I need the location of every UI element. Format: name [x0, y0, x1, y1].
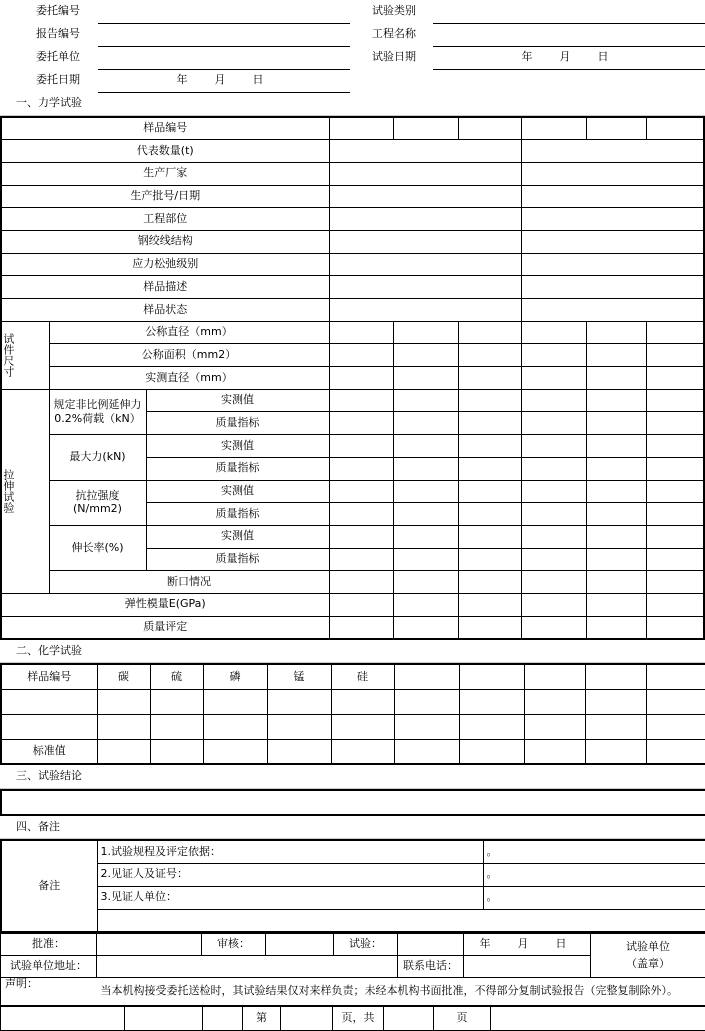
project-part-cell-2[interactable] [521, 208, 704, 231]
table-row [1, 208, 704, 231]
chem-row1-cell-8[interactable] [459, 689, 524, 714]
proof-load-measured-label: 实测值 [146, 389, 329, 412]
page-total-value[interactable] [384, 1007, 434, 1031]
report-no-label: 报告编号 [18, 23, 98, 46]
remarks-extra-area-left[interactable] [97, 909, 483, 932]
statement-text: 当本机构接受委托送检时，其试验结果仅对来样负责；未经本机构书面批准，不得部分复制试验报告（完整复制除外）。 [97, 978, 705, 1006]
max-force-index-label: 质量指标 [146, 457, 329, 480]
max-force-index-cell-5[interactable] [586, 457, 646, 480]
measured-diameter-cell-5[interactable] [586, 367, 646, 390]
chem-row1-cell-10[interactable] [585, 689, 646, 714]
sample-no-label: 样品编号 [1, 117, 329, 140]
page-row-spacer-3 [203, 1007, 243, 1031]
strand-structure-label: 钢绞线结构 [1, 230, 329, 253]
section-remarks-label: 四、备注 [0, 816, 275, 839]
represent-qty-label: 代表数量(t) [1, 140, 329, 163]
remark-item-1-end: 。 [483, 840, 705, 863]
fracture-condition-cell-2[interactable] [393, 571, 458, 594]
approve-label: 批准： [1, 934, 97, 956]
proof-load-label: 规定非比例延伸力0.2%荷载（kN） [49, 389, 146, 434]
table-row [1, 886, 705, 909]
fracture-condition-cell-1[interactable] [329, 571, 393, 594]
phone-value[interactable] [464, 956, 591, 978]
elongation-index-cell-5[interactable] [586, 548, 646, 571]
nominal-diameter-cell-1[interactable] [329, 321, 393, 344]
conclusion-input-area[interactable] [1, 790, 705, 815]
chem-row2-cell-3[interactable] [150, 714, 203, 739]
tester-label: 试验： [334, 934, 398, 956]
mechanical-section-caption [0, 93, 705, 117]
strand-structure-cell-1[interactable] [329, 230, 521, 253]
elongation-index-cell-2[interactable] [393, 548, 458, 571]
chem-row1-cell-11[interactable] [646, 689, 705, 714]
chem-row2-cell-11[interactable] [646, 714, 705, 739]
page-row-spacer-4 [491, 1007, 705, 1031]
sample-no-cell-3[interactable] [458, 117, 521, 140]
proof-load-index-cell-3[interactable] [458, 412, 521, 435]
sample-description-cell-1[interactable] [329, 276, 521, 299]
tensile-strength-index-cell-4[interactable] [521, 503, 586, 526]
proof-load-index-cell-1[interactable] [329, 412, 393, 435]
elongation-measured-cell-1[interactable] [329, 525, 393, 548]
chem-row1-cell-3[interactable] [150, 689, 203, 714]
elastic-modulus-cell-1[interactable] [329, 593, 393, 616]
footer-table [0, 933, 705, 1006]
chem-standard-cell-5[interactable] [267, 739, 331, 764]
table-row [1, 863, 705, 886]
test-category-value[interactable] [433, 0, 705, 23]
table-row [1, 571, 704, 594]
chem-row2-cell-6[interactable] [331, 714, 394, 739]
sample-no-cell-1[interactable] [329, 117, 393, 140]
elongation-measured-cell-6[interactable] [646, 525, 704, 548]
review-label: 审核： [202, 934, 266, 956]
table-row [1, 344, 704, 367]
entrust-date-label: 委托日期 [18, 69, 98, 92]
table-row [1, 435, 704, 458]
fracture-condition-cell-5[interactable] [586, 571, 646, 594]
table-row [1, 525, 704, 548]
page-number-table [0, 1006, 705, 1031]
sample-no-cell-2[interactable] [393, 117, 458, 140]
chem-header-blank-2 [459, 664, 524, 689]
remarks-extra-area-right[interactable] [483, 909, 705, 932]
chem-row1-cell-4[interactable] [203, 689, 267, 714]
elongation-measured-label: 实测值 [146, 525, 329, 548]
nominal-area-label: 公称面积（mm2） [49, 344, 329, 367]
quality-assessment-cell-3[interactable] [458, 616, 521, 639]
max-force-measured-cell-6[interactable] [646, 435, 704, 458]
batch-no-label: 生产批号/日期 [1, 185, 329, 208]
quality-assessment-cell-4[interactable] [521, 616, 586, 639]
tensile-strength-measured-cell-2[interactable] [393, 480, 458, 503]
chem-standard-cell-8[interactable] [459, 739, 524, 764]
nominal-diameter-label: 公称直径（mm） [49, 321, 329, 344]
remarks-group-label: 备注 [1, 840, 97, 932]
header-row [0, 69, 705, 92]
chem-standard-cell-4[interactable] [203, 739, 267, 764]
tester-value[interactable] [398, 934, 464, 956]
table-row [1, 480, 704, 503]
page-row-spacer-2 [125, 1007, 203, 1031]
manufacturer-label: 生产厂家 [1, 162, 329, 185]
table-row [1, 593, 704, 616]
chem-row2-cell-9[interactable] [524, 714, 585, 739]
proof-load-index-cell-2[interactable] [393, 412, 458, 435]
chem-row1-cell-6[interactable] [331, 689, 394, 714]
max-force-index-cell-4[interactable] [521, 457, 586, 480]
tester-date-value[interactable]: 年 月 日 [464, 934, 591, 956]
measured-diameter-cell-4[interactable] [521, 367, 586, 390]
proof-load-measured-cell-2[interactable] [393, 389, 458, 412]
test-date-label: 试验日期 [355, 46, 433, 69]
table-row [1, 389, 704, 412]
represent-qty-cell-2[interactable] [521, 140, 704, 163]
tensile-strength-measured-cell-4[interactable] [521, 480, 586, 503]
max-force-measured-cell-2[interactable] [393, 435, 458, 458]
chem-header-phosphorus: 磷 [203, 664, 267, 689]
chem-row2-cell-5[interactable] [267, 714, 331, 739]
section-conclusion-label: 三、试验结论 [0, 765, 275, 788]
chem-header-sulfur: 硫 [150, 664, 203, 689]
elongation-measured-cell-5[interactable] [586, 525, 646, 548]
tensile-strength-measured-cell-5[interactable] [586, 480, 646, 503]
quality-assessment-label: 质量评定 [1, 616, 329, 639]
table-header-row [1, 664, 705, 689]
remark-item-1-label: 1.试验规程及评定依据： [97, 840, 228, 863]
elongation-measured-cell-4[interactable] [521, 525, 586, 548]
chem-row2-cell-10[interactable] [585, 714, 646, 739]
remarks-section-caption [0, 816, 705, 840]
max-force-measured-cell-3[interactable] [458, 435, 521, 458]
quality-assessment-cell-6[interactable] [646, 616, 704, 639]
measured-diameter-cell-1[interactable] [329, 367, 393, 390]
header-table [0, 0, 705, 93]
table-row [1, 321, 704, 344]
statement-label: 声明： [1, 978, 97, 1006]
tensile-strength-index-cell-6[interactable] [646, 503, 704, 526]
specimen-size-group-label [1, 321, 49, 389]
elongation-measured-cell-2[interactable] [393, 525, 458, 548]
page-current-value[interactable] [281, 1007, 333, 1031]
header-row [0, 0, 705, 23]
chem-row2-cell-2[interactable] [97, 714, 150, 739]
conclusion-section-caption [0, 765, 705, 789]
entrust-no-value[interactable] [98, 0, 350, 23]
batch-no-cell-2[interactable] [521, 185, 704, 208]
proof-load-index-cell-5[interactable] [586, 412, 646, 435]
elastic-modulus-cell-4[interactable] [521, 593, 586, 616]
nominal-diameter-cell-4[interactable] [521, 321, 586, 344]
remark-item-3-label: 3.见证人单位： [97, 886, 153, 909]
header-spacer-value [433, 69, 705, 92]
elastic-modulus-cell-3[interactable] [458, 593, 521, 616]
entrust-no-label: 委托编号 [18, 0, 98, 23]
conclusion-table [0, 789, 705, 816]
max-force-measured-cell-5[interactable] [586, 435, 646, 458]
table-row [1, 934, 705, 956]
relaxation-grade-cell-2[interactable] [521, 253, 704, 276]
remark-item-2-input[interactable] [192, 863, 483, 886]
entrust-date-value[interactable]: 年 月 日 [98, 69, 350, 92]
project-part-cell-1[interactable] [329, 208, 521, 231]
report-no-value[interactable] [98, 23, 350, 46]
header-row [0, 46, 705, 69]
tensile-strength-index-label: 质量指标 [146, 503, 329, 526]
batch-no-cell-1[interactable] [329, 185, 521, 208]
fracture-condition-cell-6[interactable] [646, 571, 704, 594]
project-name-label: 工程名称 [355, 23, 433, 46]
table-row [1, 253, 704, 276]
measured-diameter-label: 实测直径（mm） [49, 367, 329, 390]
chem-row1-cell-7[interactable] [394, 689, 459, 714]
elongation-measured-cell-3[interactable] [458, 525, 521, 548]
sample-no-cell-6[interactable] [646, 117, 704, 140]
sample-state-cell-1[interactable] [329, 299, 521, 322]
table-row [1, 1007, 705, 1031]
section-chemical-fill [275, 640, 705, 663]
tensile-strength-measured-label: 实测值 [146, 480, 329, 503]
proof-load-index-label: 质量指标 [146, 412, 329, 435]
chemical-table [0, 663, 705, 765]
elastic-modulus-cell-5[interactable] [586, 593, 646, 616]
nominal-area-cell-1[interactable] [329, 344, 393, 367]
measured-diameter-cell-2[interactable] [393, 367, 458, 390]
tensile-group-text: 拉伸试验 [2, 390, 14, 593]
table-row [1, 276, 704, 299]
max-force-measured-cell-4[interactable] [521, 435, 586, 458]
chem-header-blank-1 [394, 664, 459, 689]
chem-standard-cell-2[interactable] [97, 739, 150, 764]
chem-row2-cell-4[interactable] [203, 714, 267, 739]
mechanical-table [0, 116, 705, 640]
address-label: 试验单位地址： [1, 956, 97, 978]
max-force-index-cell-1[interactable] [329, 457, 393, 480]
proof-load-measured-cell-1[interactable] [329, 389, 393, 412]
project-part-label: 工程部位 [1, 208, 329, 231]
proof-load-measured-cell-4[interactable] [521, 389, 586, 412]
table-row [1, 689, 705, 714]
measured-diameter-cell-3[interactable] [458, 367, 521, 390]
max-force-index-cell-3[interactable] [458, 457, 521, 480]
table-row [1, 185, 704, 208]
page-prefix-label: 第 [243, 1007, 281, 1031]
fracture-condition-cell-4[interactable] [521, 571, 586, 594]
chem-header-manganese: 锰 [267, 664, 331, 689]
elongation-index-cell-3[interactable] [458, 548, 521, 571]
table-row [1, 739, 705, 764]
table-row [1, 117, 704, 140]
table-row [1, 299, 704, 322]
chem-row1-cell-2[interactable] [97, 689, 150, 714]
chem-standard-cell-7[interactable] [394, 739, 459, 764]
chem-row1-cell-5[interactable] [267, 689, 331, 714]
test-unit-seal-box [591, 934, 705, 978]
elastic-modulus-cell-6[interactable] [646, 593, 704, 616]
nominal-area-cell-6[interactable] [646, 344, 704, 367]
tensile-strength-index-cell-2[interactable] [393, 503, 458, 526]
chem-standard-value-label: 标准值 [1, 739, 97, 764]
chem-row1-cell-9[interactable] [524, 689, 585, 714]
proof-load-measured-cell-3[interactable] [458, 389, 521, 412]
remark-item-2-label: 2.见证人及证号： [97, 863, 192, 886]
sample-description-cell-2[interactable] [521, 276, 704, 299]
review-value[interactable] [266, 934, 334, 956]
nominal-area-cell-4[interactable] [521, 344, 586, 367]
remarks-table [0, 839, 705, 933]
test-unit-label: 试验单位 [593, 939, 703, 956]
remark-item-1-input[interactable] [228, 840, 483, 863]
section-chemical-label: 二、化学试验 [0, 640, 275, 663]
chem-standard-cell-11[interactable] [646, 739, 705, 764]
chemical-section-caption [0, 640, 705, 664]
chem-header-blank-4 [585, 664, 646, 689]
sample-no-cell-5[interactable] [586, 117, 646, 140]
address-value[interactable] [97, 956, 398, 978]
nominal-area-cell-5[interactable] [586, 344, 646, 367]
proof-load-index-cell-6[interactable] [646, 412, 704, 435]
max-force-index-cell-6[interactable] [646, 457, 704, 480]
table-row [1, 978, 705, 1006]
elongation-index-cell-4[interactable] [521, 548, 586, 571]
table-row [1, 840, 705, 863]
remark-item-2-end: 。 [483, 863, 705, 886]
nominal-area-cell-2[interactable] [393, 344, 458, 367]
section-remarks-fill [275, 816, 705, 839]
chem-standard-cell-6[interactable] [331, 739, 394, 764]
phone-label: 联系电话： [398, 956, 464, 978]
table-row [1, 790, 705, 815]
table-row [1, 714, 705, 739]
elongation-label: 伸长率(%) [49, 525, 146, 570]
project-name-value[interactable] [433, 23, 705, 46]
proof-load-index-cell-4[interactable] [521, 412, 586, 435]
table-row [1, 140, 704, 163]
remark-item-3-end: 。 [483, 886, 705, 909]
max-force-label: 最大力(kN) [49, 435, 146, 480]
entrust-unit-value[interactable] [98, 46, 350, 69]
tensile-strength-index-cell-1[interactable] [329, 503, 393, 526]
nominal-diameter-cell-6[interactable] [646, 321, 704, 344]
section-mechanical-fill [275, 93, 705, 116]
sample-no-cell-4[interactable] [521, 117, 586, 140]
remark-item-3-input[interactable] [153, 886, 483, 909]
chem-row1-cell-1[interactable] [1, 689, 97, 714]
relaxation-grade-cell-1[interactable] [329, 253, 521, 276]
represent-qty-cell-1[interactable] [329, 140, 521, 163]
elastic-modulus-label: 弹性模量E(GPa) [1, 593, 329, 616]
header-spacer-label [355, 69, 433, 92]
relaxation-grade-label: 应力松弛级别 [1, 253, 329, 276]
tensile-strength-measured-cell-3[interactable] [458, 480, 521, 503]
table-row [1, 616, 704, 639]
test-unit-seal-label: （盖章） [593, 956, 703, 973]
sample-description-label: 样品描述 [1, 276, 329, 299]
section-mechanical-label: 一、力学试验 [0, 93, 275, 116]
tensile-strength-index-cell-3[interactable] [458, 503, 521, 526]
chem-header-sample-no: 样品编号 [1, 664, 97, 689]
nominal-diameter-cell-5[interactable] [586, 321, 646, 344]
tensile-strength-measured-cell-1[interactable] [329, 480, 393, 503]
tensile-group-label [1, 389, 49, 593]
nominal-diameter-cell-2[interactable] [393, 321, 458, 344]
table-row [1, 230, 704, 253]
elastic-modulus-cell-2[interactable] [393, 593, 458, 616]
nominal-area-cell-3[interactable] [458, 344, 521, 367]
page-middle-label: 页，共 [333, 1007, 384, 1031]
quality-assessment-cell-1[interactable] [329, 616, 393, 639]
tensile-strength-measured-cell-6[interactable] [646, 480, 704, 503]
sample-state-label: 样品状态 [1, 299, 329, 322]
fracture-condition-cell-3[interactable] [458, 571, 521, 594]
page-row-spacer-1 [1, 1007, 125, 1031]
chem-standard-cell-10[interactable] [585, 739, 646, 764]
chem-standard-cell-9[interactable] [524, 739, 585, 764]
proof-load-measured-cell-5[interactable] [586, 389, 646, 412]
chem-row2-cell-8[interactable] [459, 714, 524, 739]
max-force-index-cell-2[interactable] [393, 457, 458, 480]
elongation-index-cell-6[interactable] [646, 548, 704, 571]
section-conclusion-fill [275, 765, 705, 788]
test-category-label: 试验类别 [355, 0, 433, 23]
page-suffix-label: 页 [434, 1007, 491, 1031]
nominal-diameter-cell-3[interactable] [458, 321, 521, 344]
max-force-measured-cell-1[interactable] [329, 435, 393, 458]
chem-standard-cell-3[interactable] [150, 739, 203, 764]
elongation-index-cell-1[interactable] [329, 548, 393, 571]
chem-header-silicon: 硅 [331, 664, 394, 689]
chem-row2-cell-1[interactable] [1, 714, 97, 739]
test-date-value[interactable]: 年 月 日 [433, 46, 705, 69]
approve-value[interactable] [97, 934, 202, 956]
measured-diameter-cell-6[interactable] [646, 367, 704, 390]
header-row [0, 23, 705, 46]
specimen-size-group-text: 试件尺寸 [2, 322, 14, 389]
chem-header-blank-5 [646, 664, 705, 689]
proof-load-measured-cell-6[interactable] [646, 389, 704, 412]
table-row [1, 909, 705, 932]
manufacturer-cell-1[interactable] [329, 162, 521, 185]
sample-state-cell-2[interactable] [521, 299, 704, 322]
manufacturer-cell-2[interactable] [521, 162, 704, 185]
tensile-strength-index-cell-5[interactable] [586, 503, 646, 526]
fracture-condition-label: 断口情况 [49, 571, 329, 594]
table-row [1, 367, 704, 390]
chem-row2-cell-7[interactable] [394, 714, 459, 739]
max-force-measured-label: 实测值 [146, 435, 329, 458]
chem-header-blank-3 [524, 664, 585, 689]
strand-structure-cell-2[interactable] [521, 230, 704, 253]
table-row [1, 162, 704, 185]
quality-assessment-cell-2[interactable] [393, 616, 458, 639]
quality-assessment-cell-5[interactable] [586, 616, 646, 639]
elongation-index-label: 质量指标 [146, 548, 329, 571]
chem-header-carbon: 碳 [97, 664, 150, 689]
entrust-unit-label: 委托单位 [18, 46, 98, 69]
tensile-strength-label: 抗拉强度(N/mm2) [49, 480, 146, 525]
